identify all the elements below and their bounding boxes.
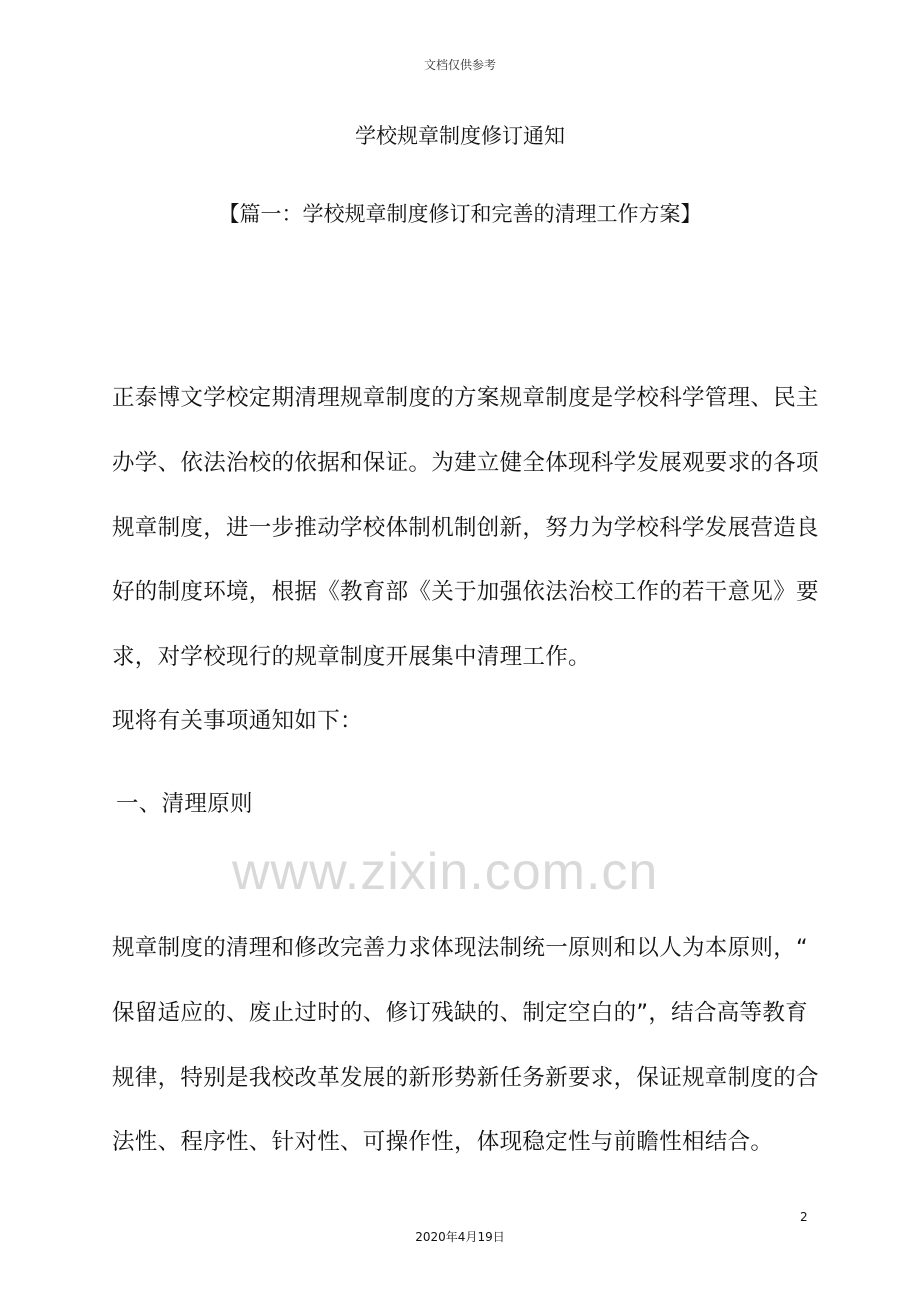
paragraph-line: 好的制度环境，根据《教育部《关于加强依法治校工作的若干意见》要: [112, 579, 819, 605]
paragraph-line: 办学、依法治校的依据和保证。为建立健全体现科学发展观要求的各项: [112, 450, 819, 476]
paragraph-line: 保留适应的、废止过时的、修订残缺的、制定空白的”，结合高等教育: [112, 1000, 808, 1026]
page-number: 2: [800, 1210, 808, 1224]
paragraph-line: 法性、程序性、针对性、可操作性，体现稳定性与前瞻性相结合。: [112, 1129, 774, 1155]
paragraph-line: 正泰博文学校定期清理规章制度的方案规章制度是学校科学管理、民主: [112, 385, 819, 411]
paragraph-line: 现将有关事项通知如下：: [112, 708, 363, 734]
document-subtitle: 【篇一：学校规章制度修订和完善的清理工作方案】: [218, 202, 702, 226]
watermark: www.zixin.com.cn: [232, 843, 659, 901]
footer-date: 2020年4月19日: [415, 1230, 505, 1244]
section-heading: 一、清理原则: [116, 791, 253, 817]
document-title: 学校规章制度修订通知: [355, 124, 565, 148]
paragraph-line: 规律，特别是我校改革发展的新形势新任务新要求，保证规章制度的合: [112, 1065, 819, 1091]
paragraph-line: 规章制度的清理和修改完善力求体现法制统一原则和以人为本原则，“: [112, 935, 808, 961]
header-note: 文档仅供参考: [423, 58, 496, 72]
paragraph-line: 规章制度，进一步推动学校体制机制创新，努力为学校科学发展营造良: [112, 515, 819, 541]
paragraph-line: 求，对学校现行的规章制度开展集中清理工作。: [112, 644, 591, 670]
